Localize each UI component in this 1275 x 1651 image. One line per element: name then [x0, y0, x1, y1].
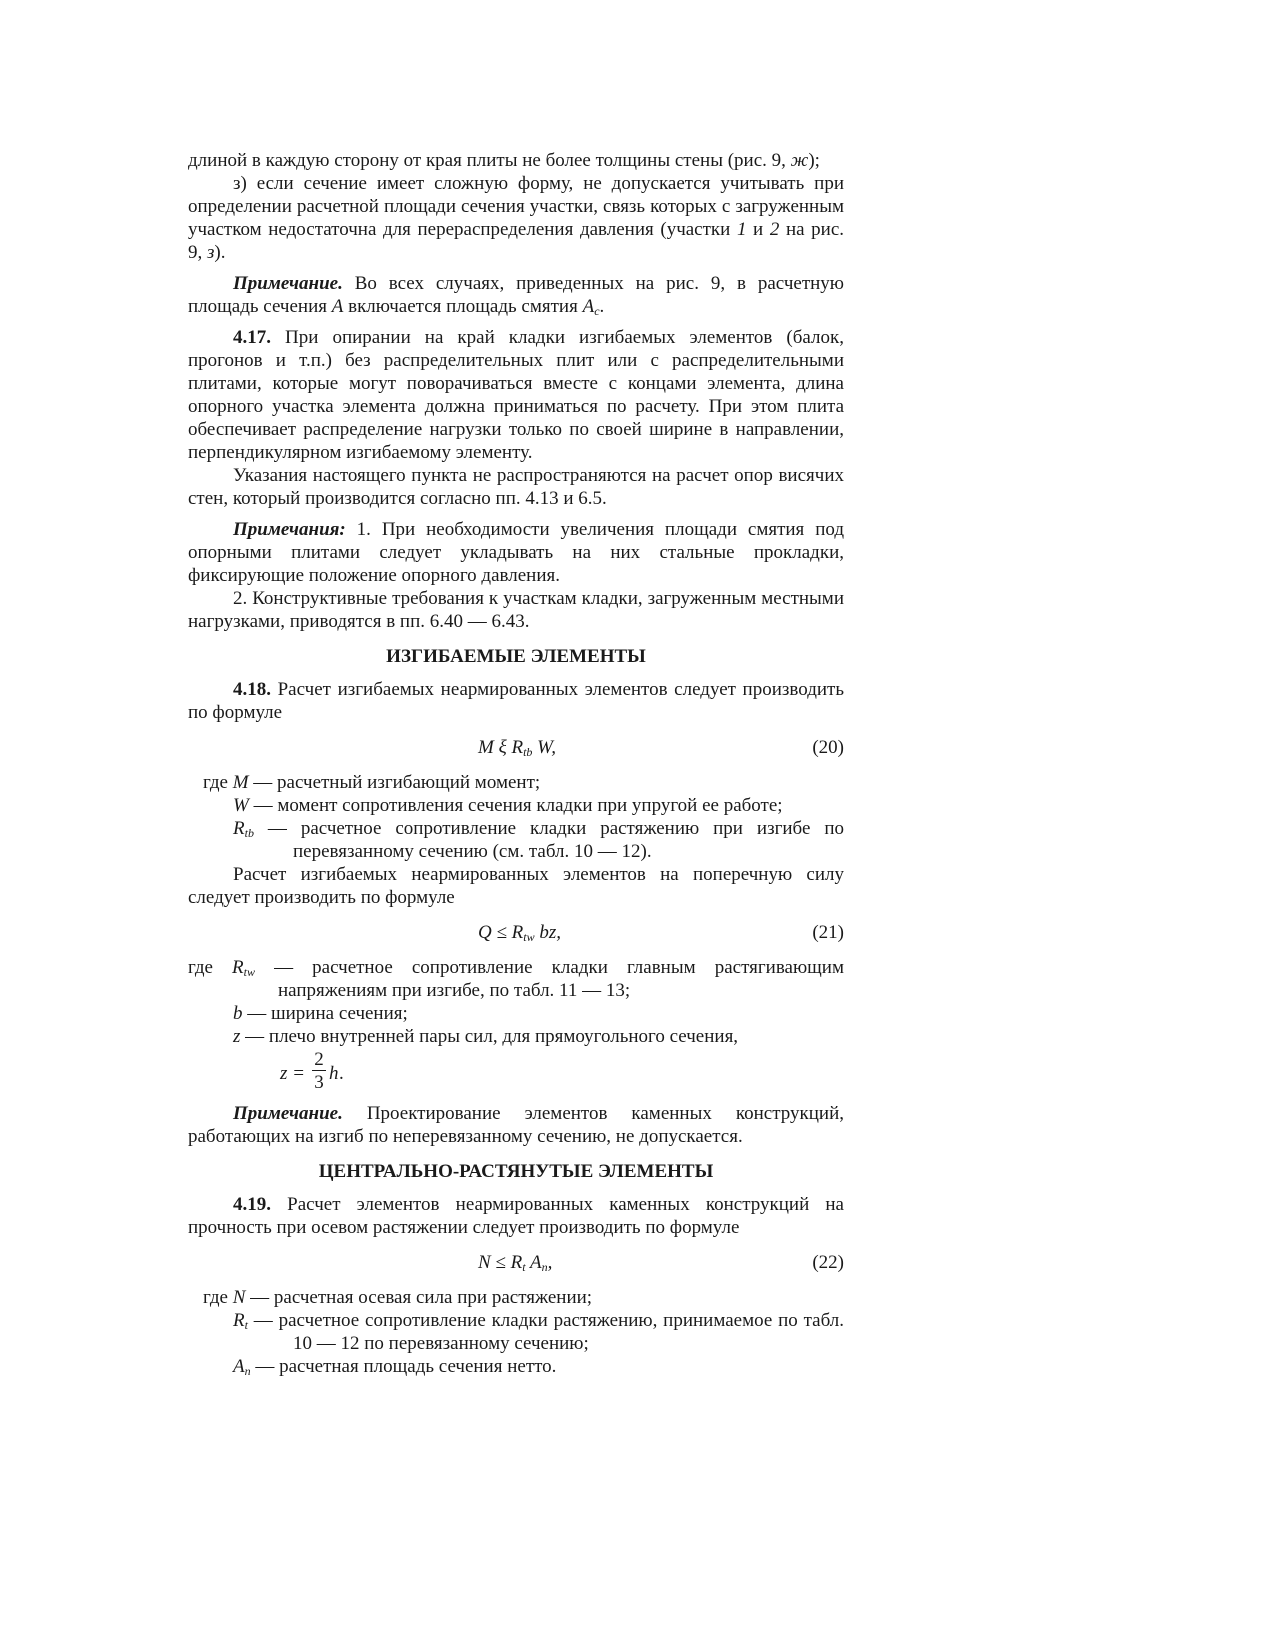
- symbol: M: [232, 772, 249, 793]
- note-label: Примечания:: [233, 519, 346, 540]
- fraction: [312, 1048, 326, 1093]
- symbol: z: [233, 1026, 241, 1047]
- symbol: R: [232, 957, 244, 978]
- text: 2. Конструктивные требования к участкам кладки, загруженным местными нагрузками, приводятся в пп. 6.40 — 6.43.: [188, 588, 844, 632]
- text: ж: [790, 150, 809, 171]
- formula-number: (22): [812, 1252, 844, 1273]
- text: — расчетное сопротивление кладки растяжению, принимаемое по табл. 10 — 12 по перевязанному сечению;: [247, 1310, 844, 1354]
- text: з) если сечение имеет сложную форму, не допускается учитывать при определении расчетной площади сечения участки, связь которых с загруженным участком недостаточна для перераспределения давления (участки: [188, 173, 844, 240]
- subscript: t: [522, 1260, 526, 1274]
- symbol: b: [233, 1003, 243, 1024]
- text: — расчетный изгибающий момент;: [248, 772, 541, 793]
- text: — момент сопротивления сечения кладки при упругой ее работе;: [248, 795, 783, 816]
- formula-number: (20): [812, 737, 844, 758]
- text: 1: [736, 219, 747, 240]
- text: A: [525, 1252, 542, 1273]
- fraction-denominator: 3: [314, 1072, 324, 1093]
- text: .: [599, 296, 605, 317]
- text: );: [808, 150, 820, 171]
- subscript: tw: [523, 930, 535, 944]
- section-number: 4.18.: [233, 679, 271, 700]
- note-paragraph: [188, 272, 844, 318]
- paragraph-item-z: [188, 172, 844, 264]
- document-page: [188, 149, 844, 1378]
- paragraph: [188, 464, 844, 510]
- notes-paragraph: [188, 518, 844, 587]
- text: Расчет элементов неармированных каменных конструкций на прочность при осевом растяжении следует производить по формуле: [188, 1194, 844, 1238]
- text: включается площадь смятия: [343, 296, 583, 317]
- symbol: A: [582, 296, 595, 317]
- symbol: R: [233, 1310, 245, 1331]
- definition-Rtb: [188, 817, 844, 863]
- formula-expression: [478, 1251, 552, 1274]
- text: 1. При необходимости увеличения площади смятия под опорными плитами следует укладывать на них стальные прокладки, фиксирующие положение опорного давления.: [188, 519, 844, 586]
- note-label: Примечание.: [233, 1103, 343, 1124]
- text: Q ≤ R: [478, 922, 524, 943]
- fraction-numerator: 2: [314, 1049, 324, 1070]
- text: ,: [547, 1252, 553, 1273]
- formula-22: [188, 1251, 844, 1274]
- symbol: A: [233, 1356, 245, 1377]
- text: Во всех случаях, приведенных на рис. 9, в расчетную площадь сечения: [188, 273, 844, 317]
- subscript: tb: [523, 745, 533, 759]
- definition-M: [188, 771, 844, 794]
- note-label: Примечание.: [233, 273, 343, 294]
- symbol: A: [331, 296, 344, 317]
- text: на рис. 9,: [188, 219, 845, 263]
- section-4-19: [188, 1193, 844, 1239]
- text: з: [207, 242, 215, 263]
- text: — расчетное сопротивление кладки главным растягивающим напряжениям при изгибе, по табл. 11 — 13;: [254, 957, 844, 1001]
- text: — ширина сечения;: [242, 1003, 408, 1024]
- text: где: [203, 1287, 233, 1308]
- z-fraction-formula: [188, 1048, 844, 1096]
- text: где: [203, 772, 233, 793]
- text: — расчетная осевая сила при растяжении;: [245, 1287, 593, 1308]
- definition-b: [188, 1002, 844, 1025]
- note-item-2: [188, 587, 844, 633]
- note-paragraph: [188, 1102, 844, 1148]
- text: При опирании на край кладки изгибаемых элементов (балок, прогонов и т.п.) без распределительных плит или с распределительными плитами, которые могут поворачиваться вместе с концами элемента, длина опорного участка элемента должна приниматься по расчету. При этом плита обеспечивает распределение нагрузки только по своей ширине в направлении, перпендикулярном изгибаемому элементу.: [188, 327, 844, 463]
- subscript: t: [244, 1318, 248, 1332]
- symbol: N: [232, 1287, 246, 1308]
- text: — расчетная площадь сечения нетто.: [250, 1356, 557, 1377]
- paragraph-continuation: [188, 149, 844, 172]
- formula-expression: [478, 921, 561, 944]
- text: Расчет изгибаемых неармированных элементов следует производить по формуле: [188, 679, 844, 723]
- formula-21: [188, 921, 844, 944]
- section-heading: ИЗГИБАЕМЫЕ ЭЛЕМЕНТЫ: [386, 646, 646, 667]
- subscript: c: [594, 304, 600, 318]
- formula-number: (21): [812, 922, 844, 943]
- text: где: [188, 957, 233, 978]
- formula-expression: [478, 736, 556, 759]
- subscript: tw: [243, 965, 255, 979]
- text: .: [339, 1063, 344, 1084]
- symbol: W: [233, 795, 249, 816]
- definition-N: [188, 1286, 844, 1309]
- section-number: 4.17.: [233, 327, 271, 348]
- definition-Rtw: [188, 956, 844, 1002]
- text: — расчетное сопротивление кладки растяжению при изгибе по перевязанному сечению (см. табл. 10 — 12).: [253, 818, 844, 862]
- definition-z: [188, 1025, 844, 1048]
- text: и: [746, 219, 770, 240]
- text: M ξ R: [478, 737, 524, 758]
- text: длиной в каждую сторону от края плиты не более толщины стены (рис. 9,: [188, 150, 791, 171]
- definition-An: [188, 1355, 844, 1378]
- section-4-18: [188, 678, 844, 724]
- formula-20: [188, 736, 844, 759]
- section-number: 4.19.: [233, 1194, 271, 1215]
- text: 2: [769, 219, 780, 240]
- text: Проектирование элементов каменных конструкций, работающих на изгиб по неперевязанному сечению, не допускается.: [188, 1103, 844, 1147]
- subscript: tb: [244, 826, 254, 840]
- section-4-17: [188, 326, 844, 464]
- section-heading: ЦЕНТРАЛЬНО-РАСТЯНУТЫЕ ЭЛЕМЕНТЫ: [318, 1161, 714, 1182]
- text: N ≤ R: [478, 1252, 523, 1273]
- text: Указания настоящего пункта не распространяются на расчет опор висячих стен, который производится согласно пп. 4.13 и 6.5.: [188, 465, 844, 509]
- symbol: R: [233, 818, 245, 839]
- paragraph-shear: Расчет изгибаемых неармированных элементов на поперечную силу следует производить по формуле: [188, 864, 844, 908]
- text: W,: [532, 737, 557, 758]
- text: bz,: [534, 922, 562, 943]
- symbol: h: [329, 1063, 339, 1084]
- definition-W: [188, 794, 844, 817]
- text: ).: [214, 242, 226, 263]
- definition-Rt: [188, 1309, 844, 1355]
- subscript: n: [541, 1260, 548, 1274]
- subscript: n: [244, 1364, 251, 1378]
- text: — плечо внутренней пары сил, для прямоугольного сечения,: [240, 1026, 739, 1047]
- formula-lhs: z =: [280, 1063, 305, 1084]
